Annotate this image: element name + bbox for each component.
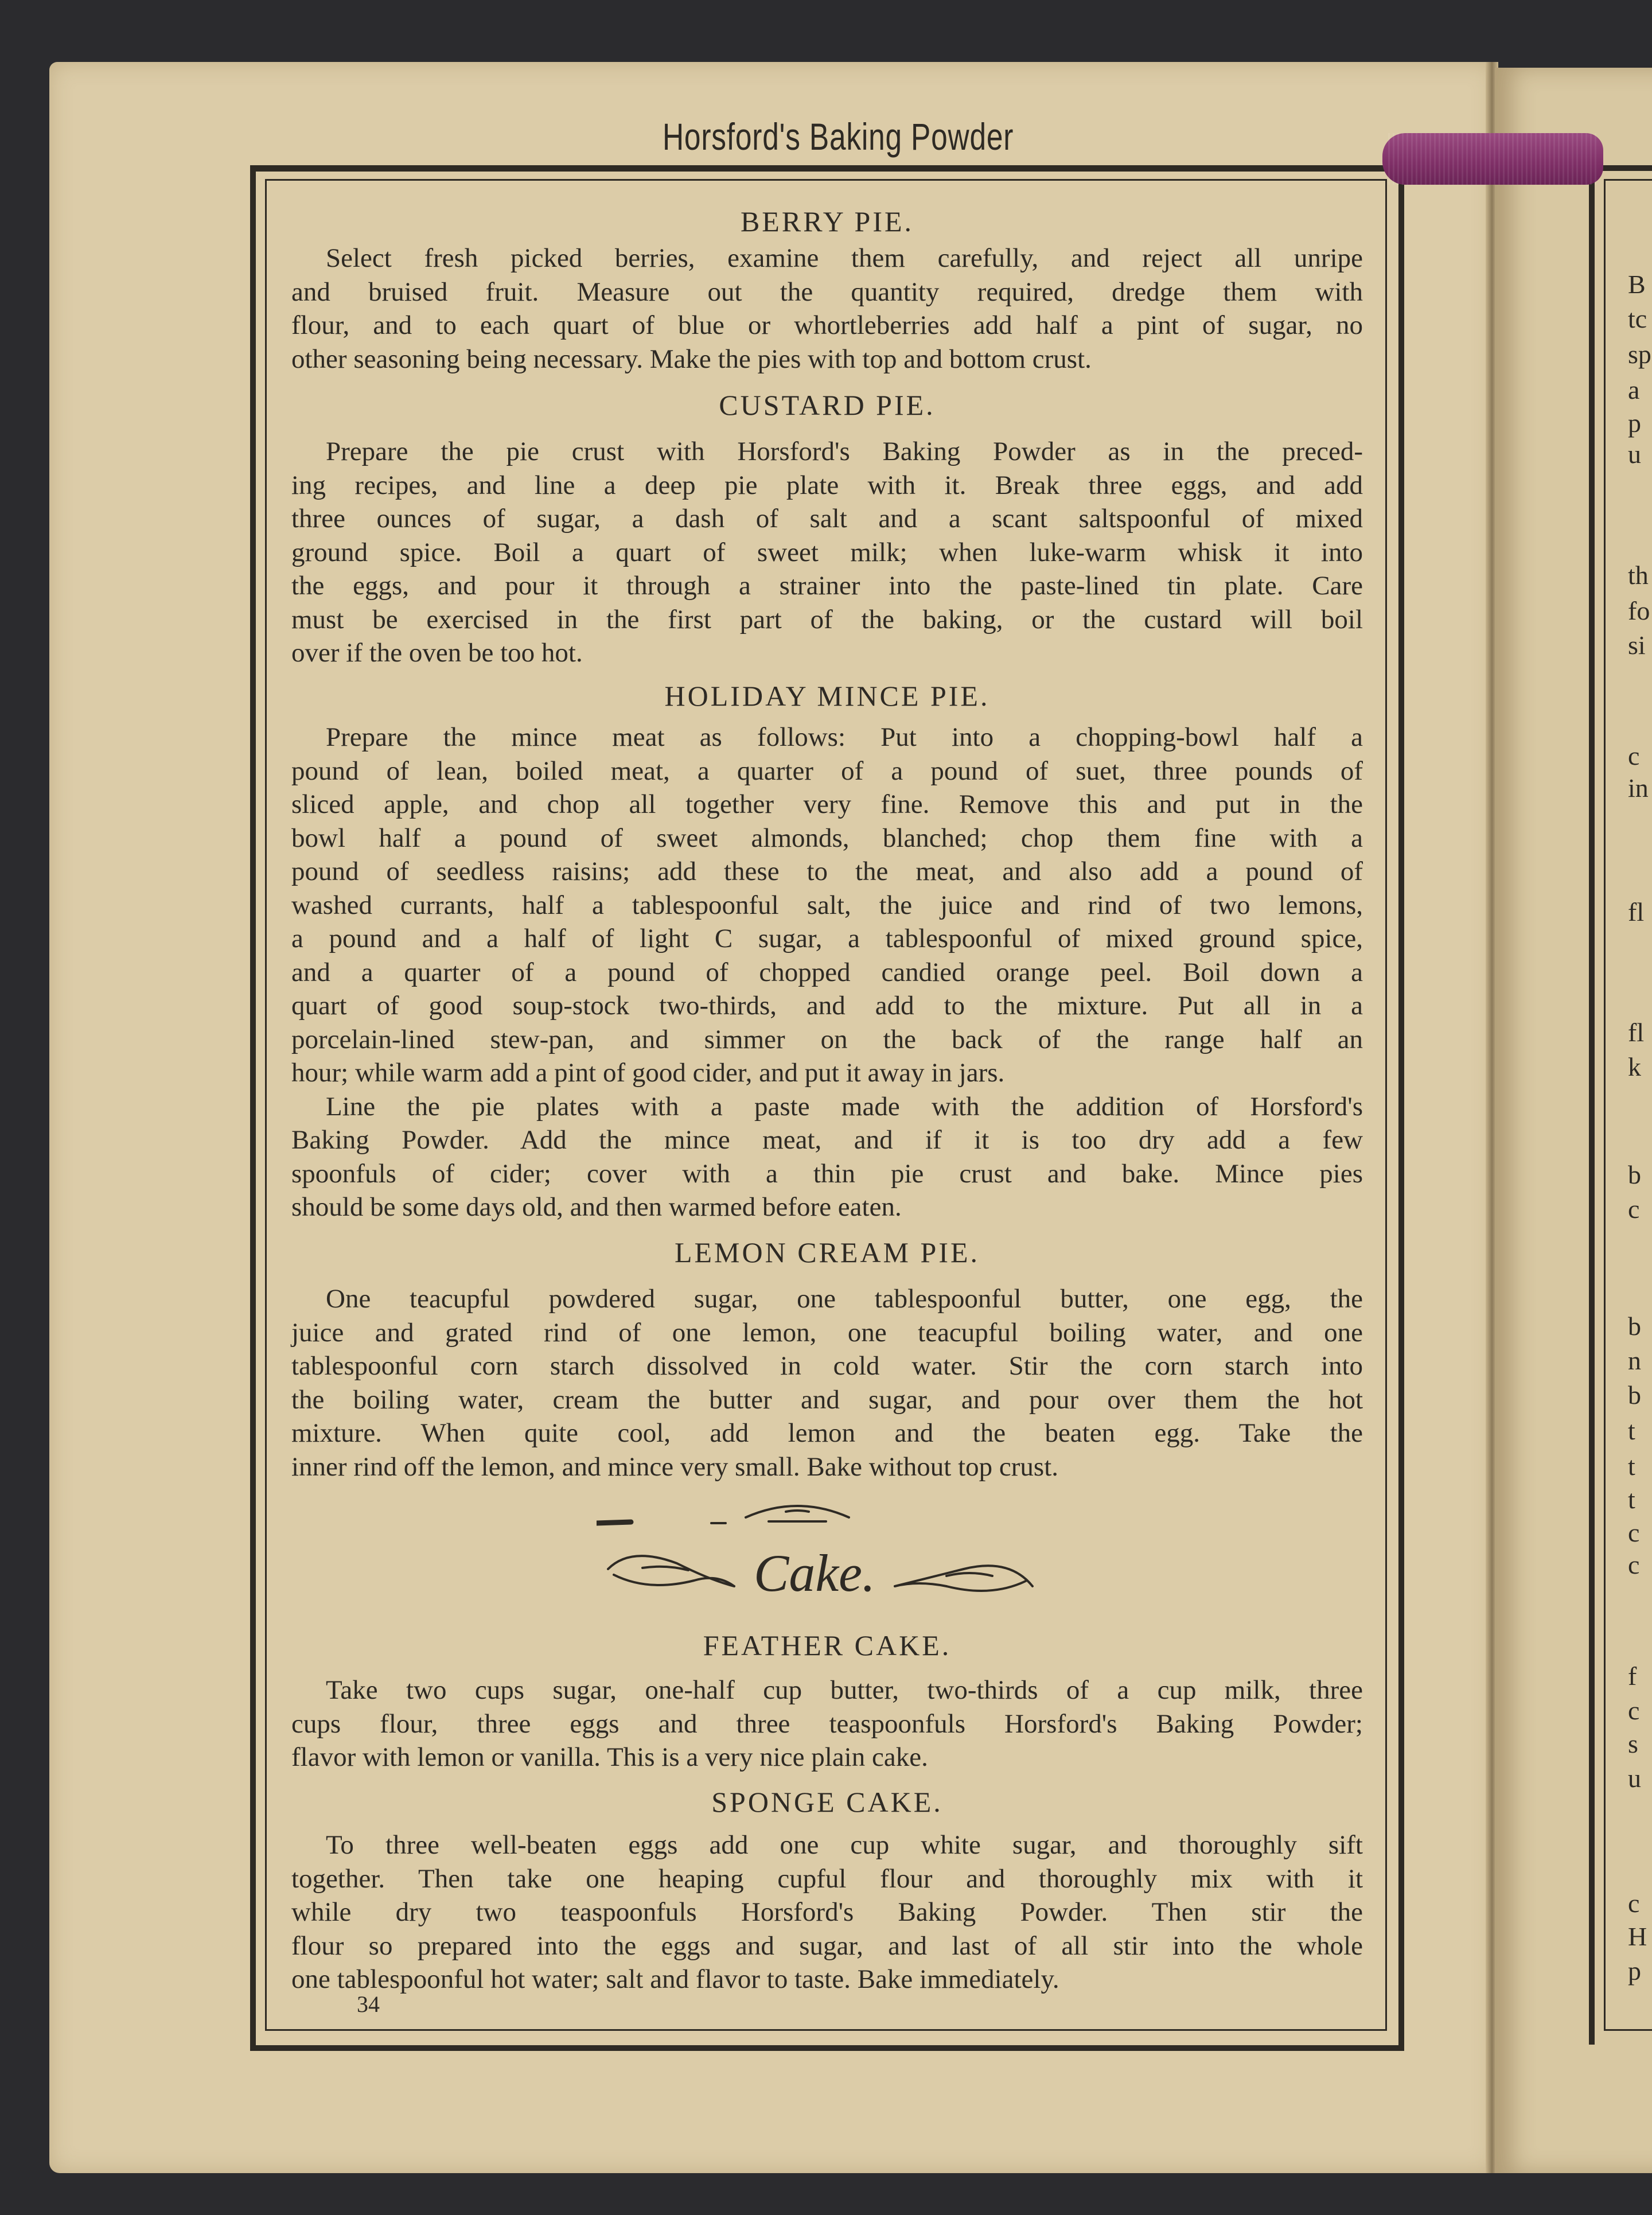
text-line: Select fresh picked berries, examine them carefully, and reject all unripe xyxy=(326,243,1363,273)
text-line: must be exercised in the first part of the baking, or the custard will boil xyxy=(291,604,1363,634)
text-line: over if the oven be too hot. xyxy=(291,638,583,668)
recipe-title: BERRY PIE. xyxy=(740,205,914,238)
facing-page-fragment: t xyxy=(1628,1451,1635,1481)
facing-page-fragment: f xyxy=(1628,1661,1637,1691)
recipe-title: CUSTARD PIE. xyxy=(719,389,936,421)
facing-page-fragment: n xyxy=(1628,1346,1641,1375)
text-line: Line the pie plates with a paste made with the addition of Horsford's xyxy=(326,1091,1363,1122)
text-line: should be some days old, and then warmed before eaten. xyxy=(291,1192,902,1222)
text-line: one tablespoonful hot water; salt and flavor to taste. Bake immediately. xyxy=(291,1964,1059,1994)
text-line: while dry two teaspoonfuls Horsford's Baking Powder. Then stir the xyxy=(291,1897,1363,1927)
facing-page-fragment: si xyxy=(1628,630,1646,660)
page-number: 34 xyxy=(357,1991,380,2017)
recipe-body xyxy=(291,1673,1363,1774)
text-line: Prepare the mince meat as follows: Put into a chopping-bowl half a xyxy=(326,722,1363,752)
recipe-title: HOLIDAY MINCE PIE. xyxy=(664,680,990,712)
text-line: Take two cups sugar, one-half cup butter, two-thirds of a cup milk, three xyxy=(326,1675,1363,1705)
text-line: together. Then take one heaping cupful flour and thoroughly mix with it xyxy=(291,1863,1363,1894)
text-line: porcelain-lined stew-pan, and simmer on the back of the range half an xyxy=(291,1024,1363,1054)
bookmark-ribbon[interactable] xyxy=(1382,133,1603,185)
text-line: One teacupful powdered sugar, one tablespoonful butter, one egg, the xyxy=(326,1284,1363,1314)
facing-page-fragment: c xyxy=(1628,1518,1640,1547)
facing-page-fragment: p xyxy=(1628,1956,1641,1986)
text-line: pound of seedless raisins; add these to the meat, and also add a pound of xyxy=(291,857,1363,886)
recipe-body xyxy=(291,435,1363,670)
facing-page-fragment: b xyxy=(1628,1380,1641,1410)
facing-page-fragment: t xyxy=(1628,1416,1635,1445)
facing-page-fragment: u xyxy=(1628,1764,1641,1793)
facing-page-fragment: sp xyxy=(1628,340,1651,369)
text-line: bowl half a pound of sweet almonds, blanched; chop them fine with a xyxy=(291,823,1363,853)
facing-page-fragment: b xyxy=(1628,1160,1641,1189)
text-line: sliced apple, and chop all together very fine. Remove this and put in the xyxy=(291,789,1363,819)
facing-page-fragment: c xyxy=(1628,1889,1640,1918)
facing-page-fragment: b xyxy=(1628,1311,1641,1341)
running-head xyxy=(185,115,1473,158)
facing-page-fragment: t xyxy=(1628,1485,1635,1514)
recipe-title: SPONGE CAKE. xyxy=(711,1786,943,1818)
text-line: and bruised fruit. Measure out the quantity required, dredge them with xyxy=(291,277,1363,307)
text-line: flour, and to each quart of blue or whortleberries add half a pint of sugar, no xyxy=(291,310,1363,340)
facing-page-fragment: k xyxy=(1628,1052,1641,1081)
text-line: the eggs, and pour it through a strainer into the paste-lined tin plate. Care xyxy=(291,571,1363,601)
facing-page-fragment: c xyxy=(1628,741,1640,770)
facing-page-fragment: fl xyxy=(1628,897,1645,927)
facing-page-fragment: s xyxy=(1628,1729,1638,1758)
facing-page-fragment: u xyxy=(1628,439,1641,469)
text-line: cups flour, three eggs and three teaspoonfuls Horsford's Baking Powder; xyxy=(291,1708,1363,1739)
facing-page-fragment: H xyxy=(1628,1922,1647,1951)
recipe-body xyxy=(291,1282,1363,1484)
text-line: mixture. When quite cool, add lemon and the beaten egg. Take the xyxy=(291,1418,1363,1448)
text-line: a pound and a half of light C sugar, a tablespoonful of mixed ground spice, xyxy=(291,924,1363,953)
text-line: flavor with lemon or vanilla. This is a very nice plain cake. xyxy=(291,1742,928,1772)
facing-page-fragment: in xyxy=(1628,773,1649,803)
facing-page-fragment: fl xyxy=(1628,1018,1645,1047)
text-line: flour so prepared into the eggs and sugar, and last of all stir into the whole xyxy=(291,1930,1363,1961)
text-line: washed currants, half a tablespoonful salt, the juice and rind of two lemons, xyxy=(291,890,1363,920)
recipe-title: FEATHER CAKE. xyxy=(703,1629,952,1661)
recipe-body xyxy=(291,721,1363,1224)
recipe-title: LEMON CREAM PIE. xyxy=(674,1236,980,1268)
text-line: tablespoonful corn starch dissolved in cold water. Stir the corn starch into xyxy=(291,1351,1363,1381)
text-line: the boiling water, cream the butter and sugar, and pour over them the hot xyxy=(291,1384,1363,1415)
facing-page-fragment: B xyxy=(1628,270,1646,299)
ornament-title: Cake. xyxy=(753,1544,876,1602)
text-line: juice and grated rind of one lemon, one teacupful boiling water, and one xyxy=(291,1317,1363,1348)
text-line: quart of good soup-stock two-thirds, and add to the mixture. Put all in a xyxy=(291,991,1363,1021)
text-line: other seasoning being necessary. Make the pies with top and bottom crust. xyxy=(291,344,1092,374)
facing-page-fragment: p xyxy=(1628,408,1641,438)
text-line: pound of lean, boiled meat, a quarter of a pound of suet, three pounds of xyxy=(291,756,1363,786)
text-line: Prepare the pie crust with Horsford's Baking Powder as in the preced- xyxy=(326,437,1363,466)
facing-page-fragment: c xyxy=(1628,1550,1640,1579)
cake-section-ornament xyxy=(597,1500,1044,1603)
text-line: spoonfuls of cider; cover with a thin pie crust and bake. Mince pies xyxy=(291,1158,1363,1189)
text-line: and a quarter of a pound of chopped candied orange peel. Boil down a xyxy=(291,957,1363,987)
text-line: three ounces of sugar, a dash of salt and a scant saltspoonful of mixed xyxy=(291,504,1363,534)
text-line: To three well-beaten eggs add one cup white sugar, and thoroughly sift xyxy=(326,1830,1363,1860)
text-line: inner rind off the lemon, and mince very small. Bake without top crust. xyxy=(291,1451,1059,1482)
facing-page-fragment: a xyxy=(1628,375,1640,404)
running-head-text: Horsford's Baking Powder xyxy=(662,115,1014,158)
recipe-body xyxy=(291,242,1363,376)
facing-page-fragment: th xyxy=(1628,560,1649,590)
facing-page-fragment: fo xyxy=(1628,596,1650,625)
text-line: ground spice. Boil a quart of sweet milk; when luke-warm whisk it into xyxy=(291,537,1363,567)
facing-page-fragment: c xyxy=(1628,1696,1640,1725)
text-line: ing recipes, and line a deep pie plate with it. Break three eggs, and add xyxy=(291,470,1363,500)
facing-page-fragment: c xyxy=(1628,1194,1640,1224)
recipe-body xyxy=(291,1828,1363,1996)
text-line: Baking Powder. Add the mince meat, and if it is too dry add a few xyxy=(291,1125,1363,1155)
text-line: hour; while warm add a pint of good cider, and put it away in jars. xyxy=(291,1058,1005,1088)
facing-page-fragment: tc xyxy=(1628,304,1647,333)
